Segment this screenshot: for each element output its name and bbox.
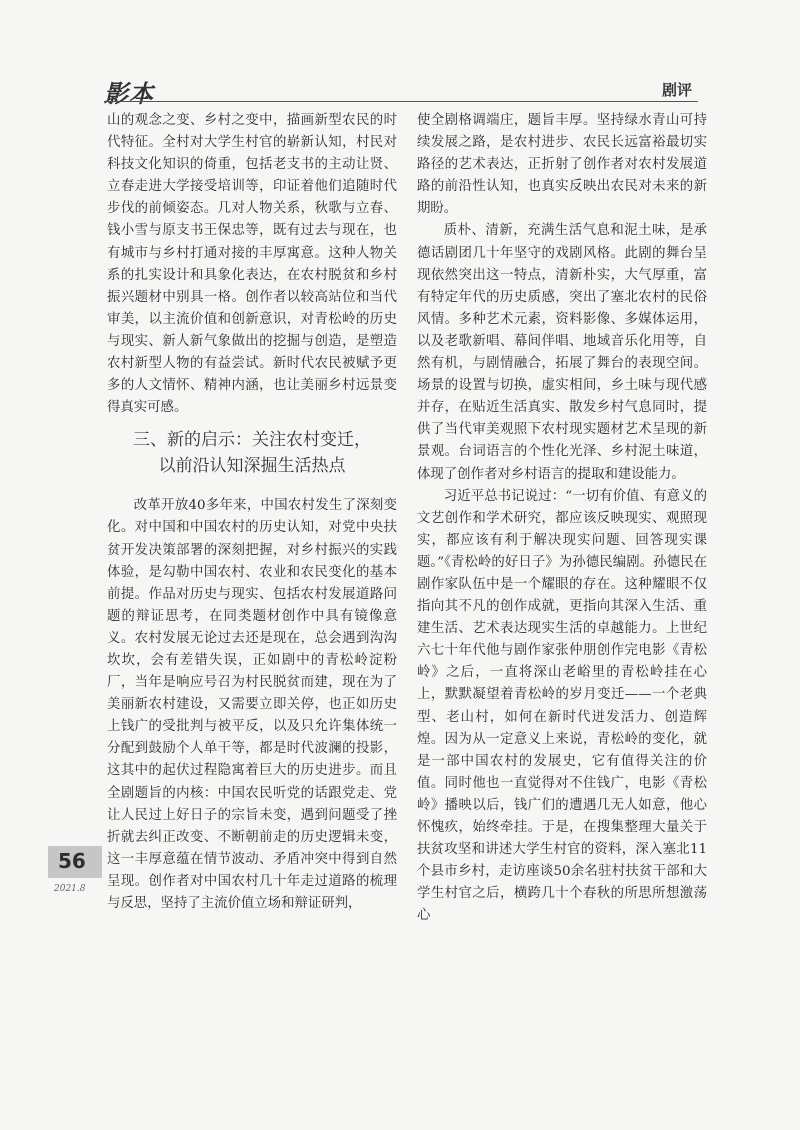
section-heading-line-1: 三、新的启示：关注农村变迁， [133,430,371,451]
issue-year: 2021.8 [54,884,86,894]
right-paragraph-2: 质朴、清新，充满生活气息和泥土味，是承德话剧团几十年坚守的戏剧风格。此剧的舞台呈现依然突出这一特点，清新朴实，大气厚重，富有特定年代的历史质感，突出了塞北农村的民俗风情。多种艺术元素，资料影像、多媒体运用，以及老歌新唱、幕间伴唱、地域音乐化用等，自然有机，与剧情融合，拓展了舞台的表现空间。场景的设置与切换，虚实相间，乡土味与现代感并存，在贴近生活真实、散发乡村气息同时，提供了当代审美观照下农村现实题材艺术呈现的新景观。台词语言的个性化光泽、乡村泥土味道，体现了创作者对乡村语言的提取和建设能力。 [417,223,707,482]
left-column [107,110,397,915]
right-paragraph-3: 习近平总书记说过：“一切有价值、有意义的文艺创作和学术研究，都应该反映现实、观照现实，都应该有利于解决现实问题、回答现实课题。”《青松岭的好日子》为孙德民编剧。孙德民在剧作家队伍中是一个耀眼的存在。这种耀眼不仅指向其不凡的创作成就，更指向其深入生活、重建生活、艺术表达现实生活的卓越能力。上世纪六七十年代他与剧作家张仲朋创作完电影《青松岭》之后，一直将深山老峪里的青松岭挂在心上，默默凝望着青松岭的岁月变迁——一个老典型、老山村，如何在新时代迸发活力、创造辉煌。因为从一定意义上来说，青松岭的变化，就是一部中国农村的发展史，它有值得关注的价值。同时他也一直觉得对不住钱广，电影《青松岭》播映以后，钱广们的遭遇几无人如意，他心怀愧疚，始终牵挂。于是，在搜集整理大量关于扶贫攻坚和讲述大学生村官的资料，深入塞北11个县市乡村，走访座谈50余名驻村扶贫干部和大学生村官之后，横跨几十个春秋的所思所想激荡心 [417,488,707,924]
section-label: 剧评 [661,81,692,99]
section-heading-line-2: 以前沿认知深掘生活热点 [158,456,346,477]
left-paragraph-2: 改革开放40多年来，中国农村发生了深刻变化。对中国和中国农村的历史认知，对党中央扶贫开发决策部署的深刻把握，对乡村振兴的实践体验，是勾勒中国农村、农业和农民变化的基本前提。作品对历史与现实、包括农村发展道路问题的辩证思考，在同类题材创作中具有镜像意义。农村发展无论过去还是现在，总会遇到沟沟坎坎，会有差错失误，正如剧中的青松岭淀粉厂，当年是响应号召为村民脱贫而建，现在为了美丽新农村建设，又需要立即关停，也正如历史上钱广的受批判与被平反，以及只允许集体统一分配到鼓励个人单干等，都是时代波澜的投影，这其中的起伏过程隐寓着巨大的历史进步。而且全剧题旨的内核：中国农民听党的话跟党走、党让人民过上好日子的宗旨未变，遇到问题受了挫折就去纠正改变、不断朝前走的历史逻辑未变，这一丰厚意蕴在情节波动、矛盾冲突中得到自然呈现。创作者对中国农村几十年走过道路的梳理与反思，坚持了主流价值立场和辩证研判， [107,498,397,911]
page-number: 56 [58,849,86,873]
magazine-logo: 影本 [104,79,154,108]
section-heading [107,427,397,479]
right-paragraph-1: 使全剧格调端庄，题旨丰厚。坚持绿水青山可持续发展之路，是农村进步、农民长远富裕最切实路径的艺术表达，正折射了创作者对农村发展道路的前沿性认知，也真实反映出农民对未来的新期盼。 [417,113,707,217]
left-paragraph-1: 山的观念之变、乡村之变中，描画新型农民的时代特征。全村对大学生村官的崭新认知，村民对科技文化知识的倚重，包括老支书的主动让贤、立春走进大学接受培训等，印证着他们追随时代步伐的前倾姿态。几对人物关系，秋歌与立春、钱小雪与原支书王保忠等，既有过去与现在，也有城市与乡村打通对接的丰厚寓意。这种人物关系的扎实设计和具象化表达，在农村脱贫和乡村振兴题材中别具一格。创作者以较高站位和当代审美，以主流价值和创新意识，对青松岭的历史与现实、新人新气象做出的挖掘与创造，是塑造农村新型人物的有益尝试。新时代农民被赋予更多的人文情怀、精神内涵，也让美丽乡村远景变得真实可感。 [107,113,397,416]
page-header [104,74,698,108]
right-column [417,110,707,927]
header-rule [104,101,698,102]
